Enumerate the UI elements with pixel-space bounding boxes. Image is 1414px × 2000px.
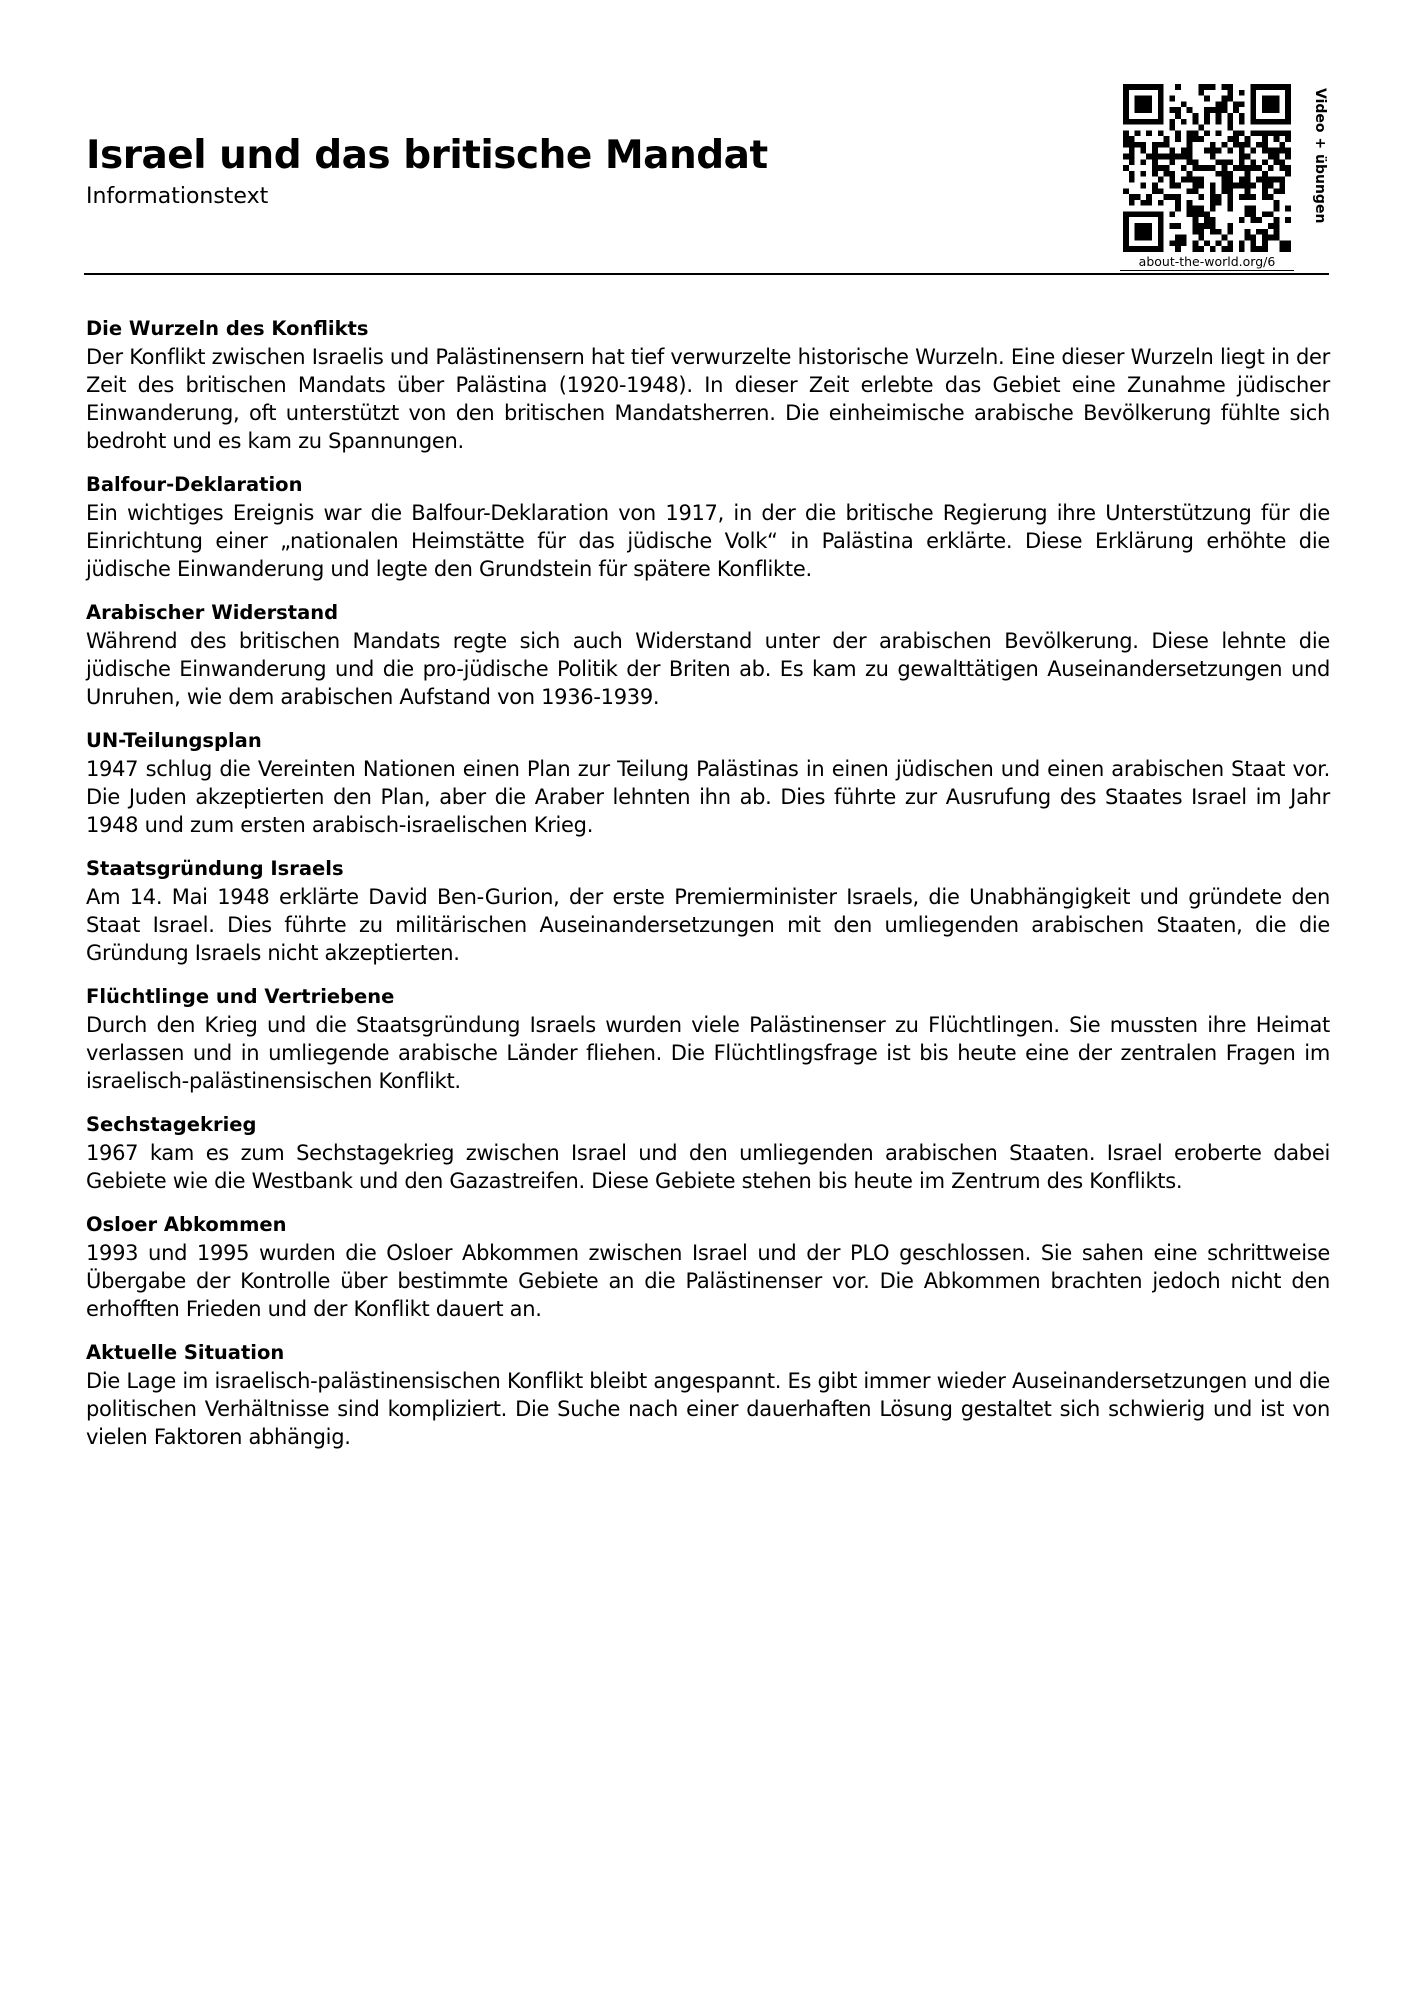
section-heading: Osloer Abkommen	[86, 1213, 287, 1236]
document-header	[86, 132, 1086, 212]
section-text: Durch den Krieg und die Staatsgründung Israels wurden viele Palästinenser zu Flüchtlingen. Sie mussten ihre Heimat verlassen und in umliegende arabische Länder fliehen. Die Flüchtlingsfrage ist bis heute eine der zentralen Fragen im israelisch-palästinensischen Konflikt.	[86, 1013, 1330, 1093]
section-six-day-war	[86, 1111, 1330, 1195]
section-text: Ein wichtiges Ereignis war die Balfour-Deklaration von 1917, in der die britische Regierung ihre Unterstützung für die Einrichtung einer „nationalen Heimstätte für das jüdische Volk“ in Palästina erklärte. Diese Erklärung erhöhte die jüdische Einwanderung und legte den Grundstein für spätere Konflikte.	[86, 501, 1330, 581]
section-heading: Aktuelle Situation	[86, 1341, 285, 1364]
section-balfour	[86, 471, 1330, 583]
section-state-founding	[86, 855, 1330, 967]
header-divider	[84, 273, 1329, 275]
section-text: 1947 schlug die Vereinten Nationen einen Plan zur Teilung Palästinas in einen jüdischen und einen arabischen Staat vor. Die Juden akzeptierten den Plan, aber die Araber lehnten ihn ab. Dies führte zur Ausrufung des Staates Israel im Jahr 1948 und zum ersten arabisch-israelischen Krieg.	[86, 757, 1330, 837]
section-heading: Arabischer Widerstand	[86, 601, 339, 624]
qr-url-label: about-the-world.org/6	[1120, 254, 1294, 271]
section-heading: UN-Teilungsplan	[86, 729, 262, 752]
qr-code-icon[interactable]	[1123, 84, 1291, 252]
section-un-partition	[86, 727, 1330, 839]
section-text: Die Lage im israelisch-palästinensischen Konflikt bleibt angespannt. Es gibt immer wieder Auseinandersetzungen und die politischen Verhältnisse sind kompliziert. Die Suche nach einer dauerhaften Lösung gestaltet sich schwierig und ist von vielen Faktoren abhängig.	[86, 1369, 1330, 1449]
section-oslo-accords	[86, 1211, 1330, 1323]
qr-side-label: Video + übungen	[1312, 88, 1328, 224]
section-refugees	[86, 983, 1330, 1095]
section-heading: Balfour-Deklaration	[86, 473, 303, 496]
section-heading: Sechstagekrieg	[86, 1113, 257, 1136]
qr-side-label-wrapper	[1308, 88, 1332, 252]
page-title: Israel und das britische Mandat	[86, 133, 768, 178]
section-text: Am 14. Mai 1948 erklärte David Ben-Gurion, der erste Premierminister Israels, die Unabhängigkeit und gründete den Staat Israel. Dies führte zu militärischen Auseinandersetzungen mit den umliegenden arabischen Staaten, die die Gründung Israels nicht akzeptierten.	[86, 885, 1330, 965]
section-current-situation	[86, 1339, 1330, 1451]
section-heading: Flüchtlinge und Vertriebene	[86, 985, 395, 1008]
section-text: Während des britischen Mandats regte sich auch Widerstand unter der arabischen Bevölkerung. Diese lehnte die jüdische Einwanderung und die pro-jüdische Politik der Briten ab. Es kam zu gewalttätigen Auseinandersetzungen und Unruhen, wie dem arabischen Aufstand von 1936-1939.	[86, 629, 1330, 709]
section-roots	[86, 315, 1330, 455]
section-text: 1967 kam es zum Sechstagekrieg zwischen Israel und den umliegenden arabischen Staaten. Israel eroberte dabei Gebiete wie die Westbank und den Gazastreifen. Diese Gebiete stehen bis heute im Zentrum des Konflikts.	[86, 1141, 1330, 1193]
section-heading: Die Wurzeln des Konflikts	[86, 317, 369, 340]
section-arab-resistance	[86, 599, 1330, 711]
section-text: 1993 und 1995 wurden die Osloer Abkommen zwischen Israel und der PLO geschlossen. Sie sahen eine schrittweise Übergabe der Kontrolle über bestimmte Gebiete an die Palästinenser vor. Die Abkommen brachten jedoch nicht den erhofften Frieden und der Konflikt dauert an.	[86, 1241, 1330, 1321]
page-subtitle: Informationstext	[86, 184, 269, 209]
section-heading: Staatsgründung Israels	[86, 857, 344, 880]
article-body	[86, 315, 1330, 1467]
section-text: Der Konflikt zwischen Israelis und Palästinensern hat tief verwurzelte historische Wurzeln. Eine dieser Wurzeln liegt in der Zeit des britischen Mandats über Palästina (1920-1948). In dieser Zeit erlebte das Gebiet eine Zunahme jüdischer Einwanderung, oft unterstützt von den britischen Mandatsherren. Die einheimische arabische Bevölkerung fühlte sich bedroht und es kam zu Spannungen.	[86, 345, 1330, 453]
qr-code-block	[1120, 84, 1334, 274]
